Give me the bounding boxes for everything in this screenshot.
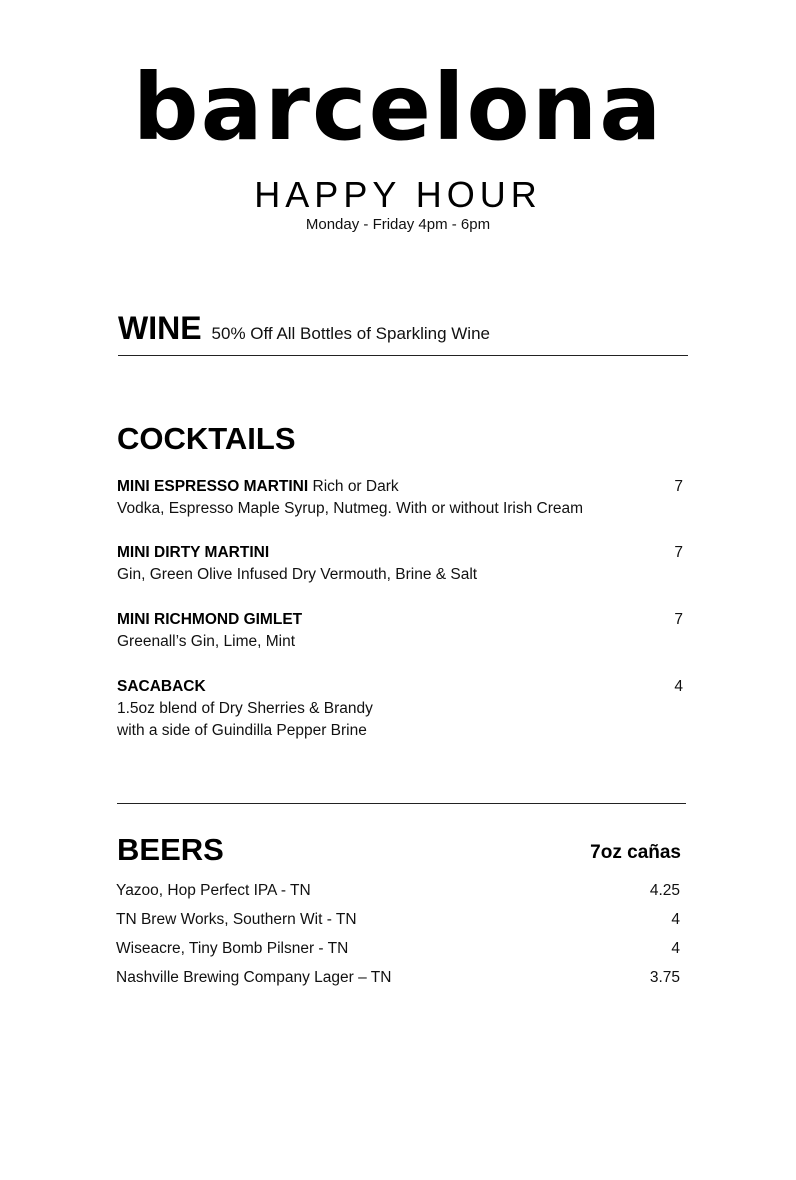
section-divider [117,803,686,804]
beer-price: 4 [671,911,680,928]
beer-name: Wiseacre, Tiny Bomb Pilsner - TN [116,940,349,957]
cocktail-item [117,476,683,520]
cocktails-heading: COCKTAILS [117,421,296,456]
happy-hour-title: HAPPY HOUR [254,174,542,215]
cocktail-description: Greenall’s Gin, Lime, Mint [117,633,296,650]
cocktail-description: with a side of Guindilla Pepper Brine [117,722,367,739]
beer-price: 4.25 [649,882,680,899]
cocktail-description: 1.5oz blend of Dry Sherries & Brandy [117,700,373,717]
wine-section [118,308,688,356]
beer-item [116,967,680,989]
wine-offer: 50% Off All Bottles of Sparkling Wine [211,324,490,343]
beer-item [116,938,680,960]
cocktail-price: 4 [674,678,683,695]
cocktail-name: MINI ESPRESSO MARTINI [117,478,309,495]
wine-heading: WINE [118,310,202,346]
cocktail-name: MINI DIRTY MARTINI [117,544,270,561]
cocktail-price: 7 [674,478,683,495]
beer-price: 4 [671,940,680,957]
beers-heading: BEERS [117,832,224,867]
cocktail-item [117,609,683,653]
cocktail-name: SACABACK [117,678,206,695]
cocktail-price: 7 [674,544,683,561]
beer-name: TN Brew Works, Southern Wit - TN [116,911,357,928]
beer-name: Yazoo, Hop Perfect IPA - TN [116,882,311,899]
beer-size-label: 7oz cañas [590,842,681,863]
cocktail-item [117,542,683,586]
beer-item [116,880,680,902]
cocktail-name: MINI RICHMOND GIMLET [117,611,303,628]
cocktail-price: 7 [674,611,683,628]
happy-hour-schedule: Monday - Friday 4pm - 6pm [305,216,491,233]
beer-name: Nashville Brewing Company Lager – TN [116,969,392,986]
cocktail-option: Rich or Dark [312,478,399,495]
cocktail-description: Gin, Green Olive Infused Dry Vermouth, Brine & Salt [117,566,478,583]
barcelona-logo: barcelona [132,54,664,161]
beer-item [116,909,680,931]
beer-price: 3.75 [649,969,680,986]
cocktail-item [117,676,683,742]
cocktail-description: Vodka, Espresso Maple Syrup, Nutmeg. With or without Irish Cream [117,500,584,517]
